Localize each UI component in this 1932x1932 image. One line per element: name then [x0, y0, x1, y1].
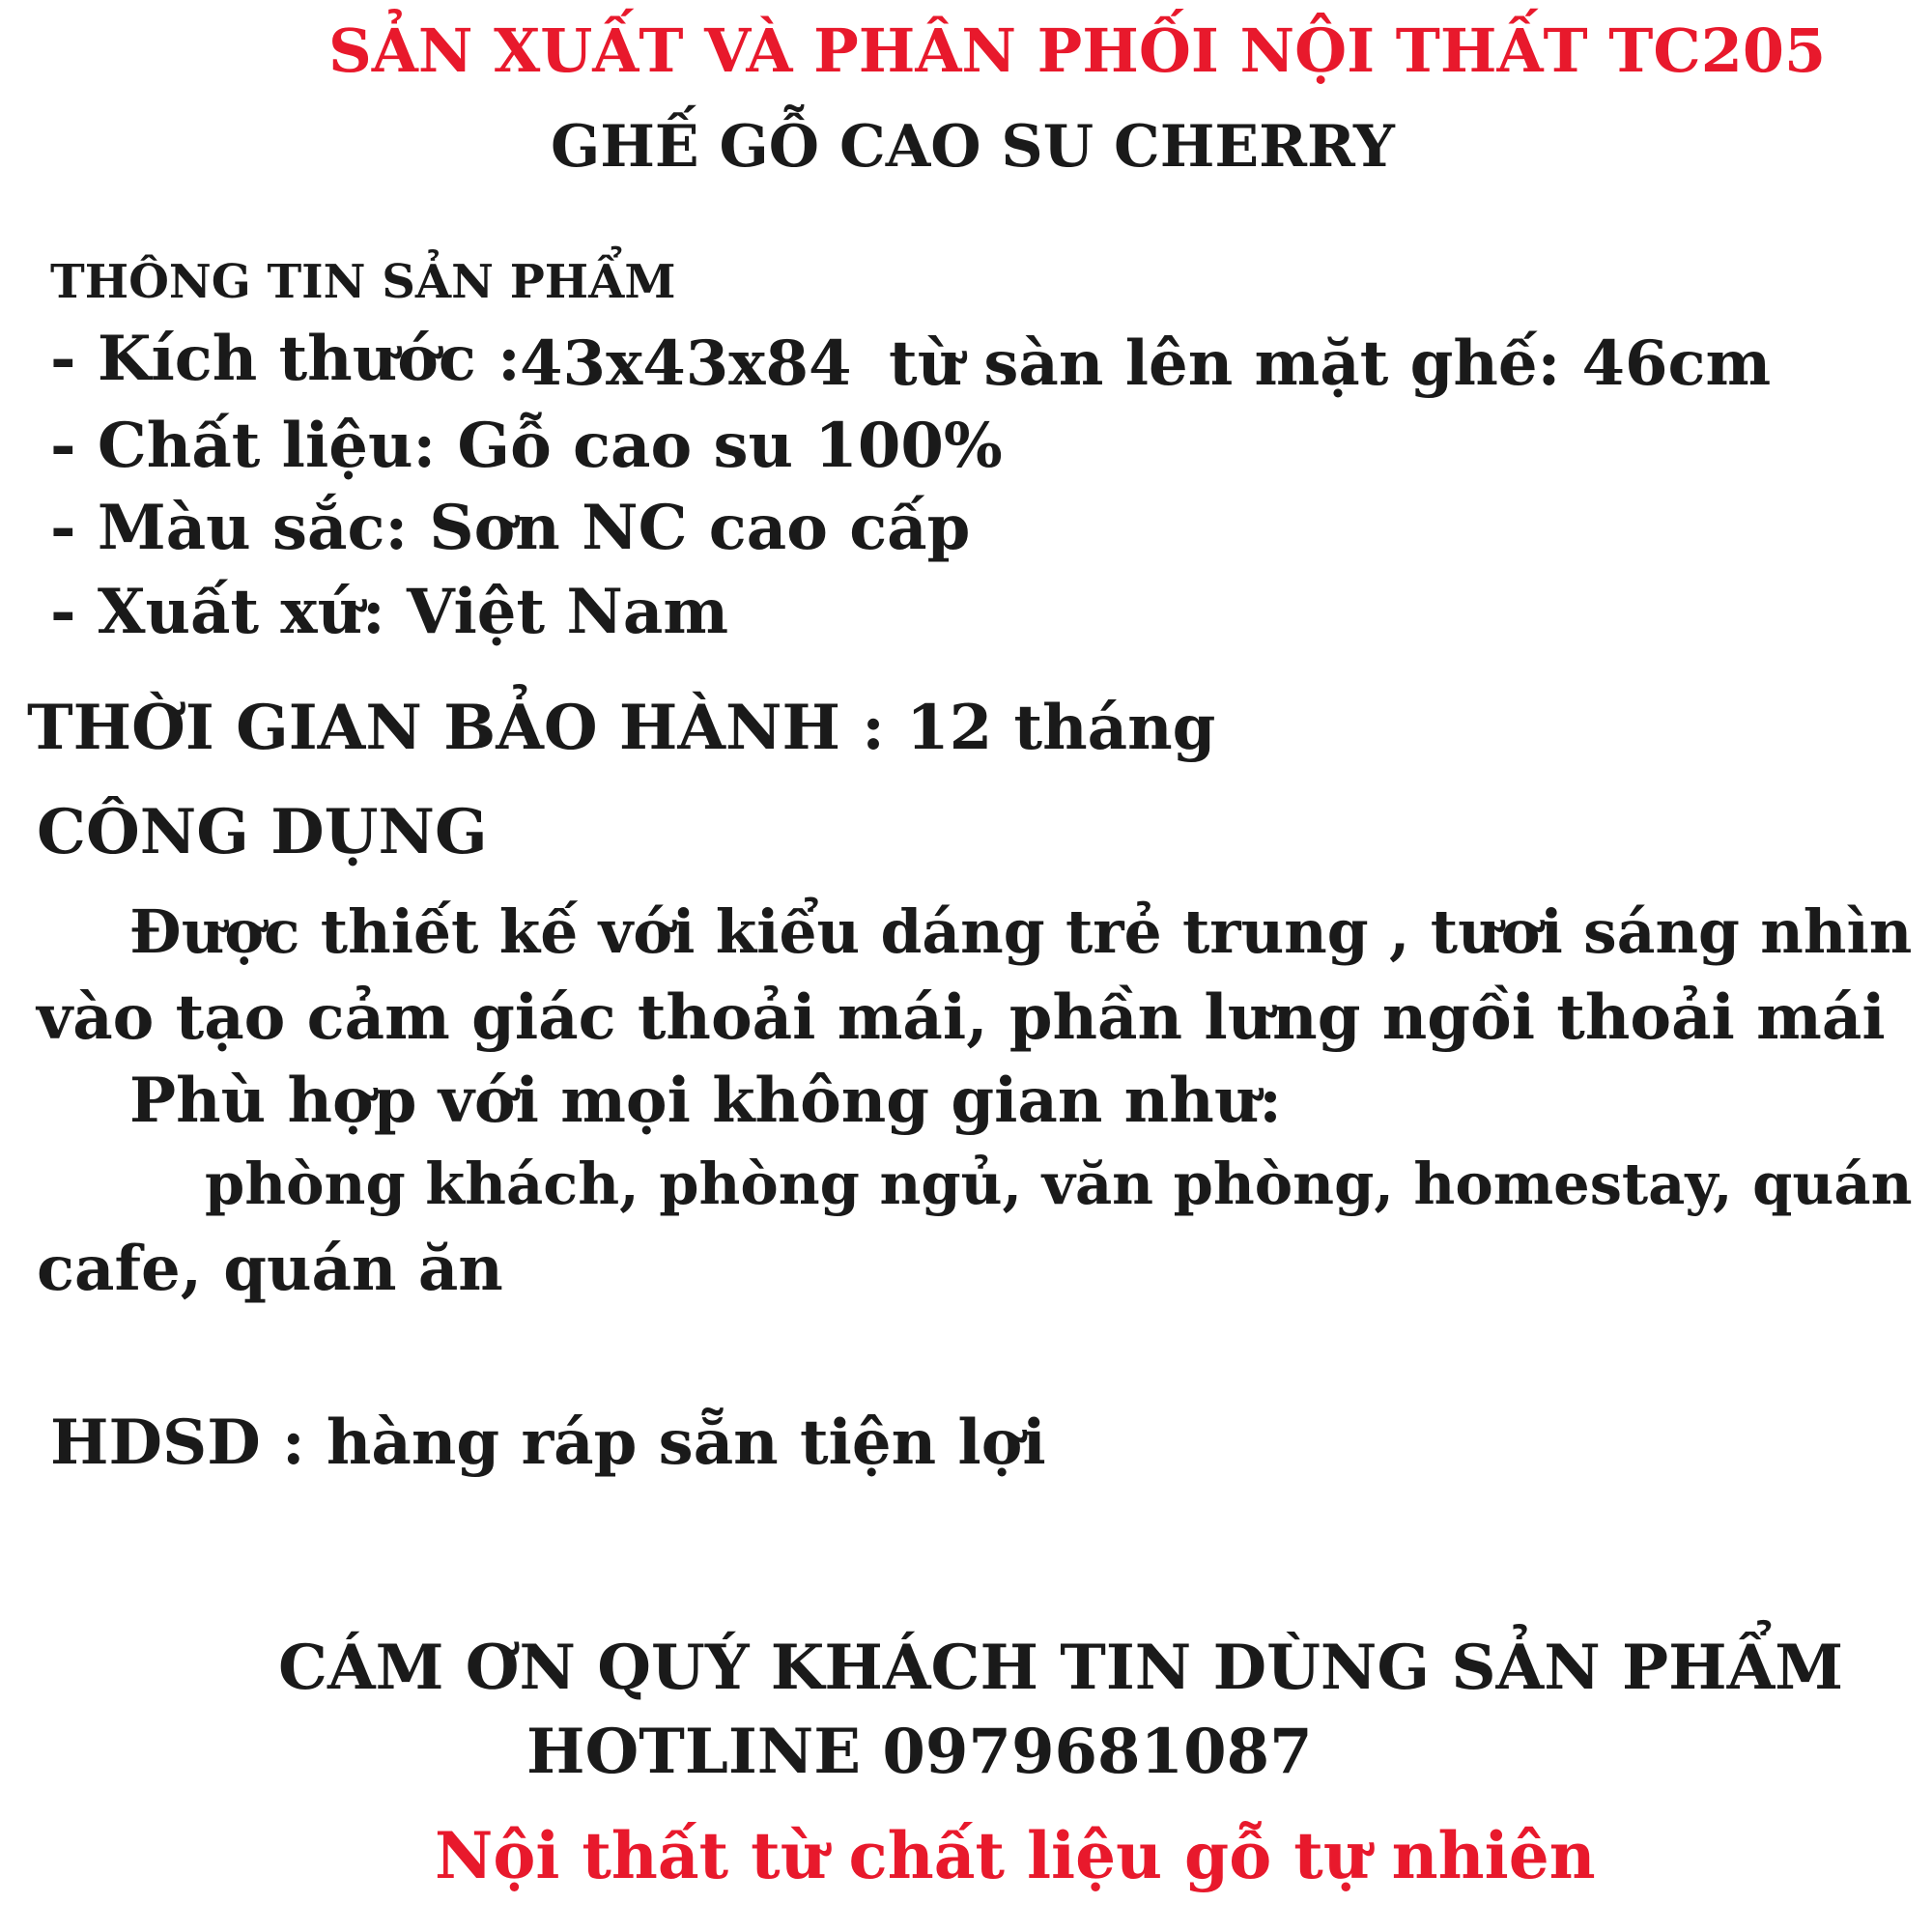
- slogan-line: Nội thất từ chất liệu gỗ tự nhiên: [435, 1818, 1596, 1893]
- hotline-line: HOTLINE 0979681087: [526, 1716, 1313, 1788]
- material-line: - Chất liệu: Gỗ cao su 100%: [50, 410, 1003, 482]
- size-value: 43x43x84: [520, 327, 852, 400]
- product-title: GHẾ GỖ CAO SU CHERRY: [551, 113, 1395, 181]
- product-info-heading: THÔNG TIN SẢN PHẨM: [50, 255, 676, 309]
- usage-line-1: Được thiết kế với kiểu dáng trẻ trung , tươi sáng nhìn: [129, 897, 1913, 967]
- usage-heading: CÔNG DỤNG: [37, 796, 488, 868]
- company-heading: SẢN XUẤT VÀ PHÂN PHỐI NỘI THẤT TC205: [328, 15, 1827, 86]
- size-label: - Kích thước :: [50, 323, 521, 395]
- usage-line-4: phòng khách, phòng ngủ, văn phòng, homestay, quán: [205, 1151, 1913, 1217]
- warranty-line: THỜI GIAN BẢO HÀNH : 12 tháng: [27, 692, 1216, 764]
- origin-line: - Xuất xứ: Việt Nam: [50, 576, 729, 648]
- size-note: từ sàn lên mặt ghế: 46cm: [889, 327, 1772, 400]
- usage-line-5: cafe, quán ăn: [37, 1233, 503, 1305]
- usage-line-2: vào tạo cảm giác thoải mái, phần lưng ngồi thoải mái: [37, 981, 1886, 1054]
- instructions-line: HDSD : hàng ráp sẵn tiện lợi: [50, 1406, 1046, 1479]
- usage-line-3: Phù hợp với mọi không gian như:: [129, 1065, 1282, 1137]
- thanks-line: CÁM ƠN QUÝ KHÁCH TIN DÙNG SẢN PHẨM: [278, 1632, 1844, 1704]
- color-line: - Màu sắc: Sơn NC cao cấp: [50, 492, 971, 564]
